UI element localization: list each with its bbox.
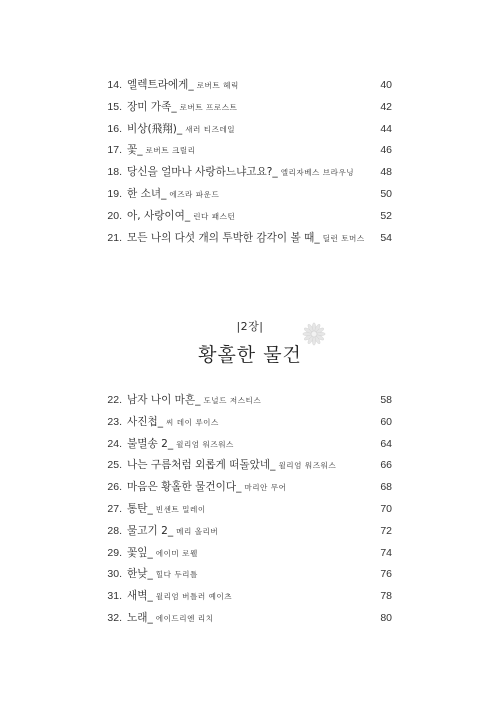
separator: _ (167, 524, 174, 537)
flower-ornament-icon (302, 322, 326, 346)
separator: _ (188, 79, 194, 91)
poet-name: 윌리엄 워즈워스 (176, 439, 234, 449)
poem-title: 마음은 황홀한 물건이다 (127, 481, 237, 494)
entry-number: 19. (107, 187, 122, 200)
poem-title: 장미 가족 (127, 100, 172, 113)
page-number: 40 (380, 79, 392, 91)
poet-name: 딜런 토머스 (322, 233, 365, 243)
page-number: 60 (380, 415, 392, 428)
entry-text (127, 97, 237, 119)
entry-number: 32. (107, 611, 122, 624)
page-number: 72 (380, 524, 392, 537)
poet-name: 에이미 로웰 (155, 548, 198, 558)
toc-entry (100, 543, 392, 565)
poet-name: 씨 데이 루이스 (166, 417, 219, 427)
poem-title: 한 소녀 (127, 187, 162, 200)
separator: _ (270, 459, 276, 472)
poet-name: 마리안 무어 (244, 483, 287, 493)
poet-name: 메리 올리버 (176, 526, 219, 536)
page-number: 78 (380, 590, 392, 603)
entry-text (127, 119, 235, 141)
page-number: 48 (380, 166, 392, 179)
toc-entry (100, 390, 392, 412)
separator: _ (137, 144, 143, 157)
entry-number: 21. (107, 231, 122, 244)
page-number: 42 (380, 100, 392, 113)
entry-text (127, 412, 219, 434)
entry-number: 29. (107, 546, 122, 559)
entry-text (127, 499, 206, 521)
poet-name: 새러 티즈데일 (185, 124, 236, 134)
separator: _ (147, 590, 153, 603)
entry-text (127, 75, 239, 97)
separator: _ (184, 209, 191, 222)
separator: _ (157, 415, 163, 428)
chapter-label: |2장| (236, 320, 264, 333)
entry-text (127, 140, 195, 162)
poem-title: 꽃잎 (127, 546, 148, 559)
separator: _ (161, 187, 167, 200)
poem-title: 사진첩 (127, 415, 158, 428)
entry-text (127, 586, 232, 608)
toc-entry (100, 119, 392, 141)
poet-name: 로버트 헤릭 (196, 81, 239, 90)
toc-entry (100, 140, 392, 162)
poem-title: 새벽 (127, 590, 148, 603)
separator: _ (236, 481, 242, 494)
entry-text (127, 228, 365, 250)
separator: _ (176, 122, 183, 135)
entry-text (127, 206, 235, 228)
poet-name: 빈센트 밀레이 (155, 504, 206, 514)
separator: _ (167, 437, 174, 450)
poem-title: 불멸송 2 (127, 437, 168, 450)
poem-title: 비상(飛翔) (127, 122, 177, 135)
poem-title: 엘렉트라에게 (127, 79, 189, 91)
toc-entry (100, 608, 392, 630)
poem-title: 꽃 (127, 144, 138, 157)
toc-entry (100, 206, 392, 228)
toc-entry (100, 162, 392, 184)
toc-entry (100, 412, 392, 434)
poem-title: 남자 나이 마흔 (127, 394, 196, 406)
entry-number: 18. (107, 166, 122, 179)
separator: _ (147, 546, 153, 559)
poet-name: 에이드리엔 리치 (155, 613, 214, 623)
toc-entry (100, 184, 392, 206)
toc-entry (100, 477, 392, 499)
entry-text (127, 543, 198, 565)
toc-entry (100, 499, 392, 521)
page-number: 54 (380, 231, 392, 244)
page-number: 44 (380, 122, 392, 135)
page-number: 80 (380, 611, 392, 624)
poem-title: 한낮 (127, 568, 148, 581)
toc-entry (100, 75, 392, 97)
entry-text (127, 455, 336, 477)
page-number: 58 (380, 394, 392, 406)
entry-text (127, 434, 234, 456)
chapter-title: 황홀한 물건 (198, 344, 302, 366)
poet-name: 로버트 크릴리 (145, 146, 196, 156)
entry-number: 14. (107, 79, 122, 91)
separator: _ (147, 568, 153, 581)
poem-title: 통탄 (127, 502, 148, 515)
toc-entry (100, 586, 392, 608)
separator: _ (147, 611, 153, 624)
entry-number: 22. (107, 394, 122, 406)
page-number: 68 (380, 481, 392, 494)
page-number: 50 (380, 187, 392, 200)
separator: _ (171, 100, 177, 113)
page-number: 74 (380, 546, 392, 559)
poem-title: 노래 (127, 611, 148, 624)
poem-title: 물고기 2 (127, 524, 168, 537)
entry-number: 17. (107, 144, 122, 157)
toc-entry (100, 228, 392, 250)
poet-name: 에즈라 파운드 (169, 189, 220, 199)
toc-entry (100, 434, 392, 456)
toc-section-1 (100, 75, 392, 249)
toc-entry (100, 564, 392, 586)
entry-number: 31. (107, 590, 122, 603)
entry-number: 28. (107, 524, 122, 537)
entry-text (127, 477, 286, 499)
poet-name: 도널드 저스티스 (203, 396, 262, 405)
entry-number: 15. (107, 100, 122, 113)
poet-name: 린다 패스턴 (193, 211, 236, 221)
entry-number: 25. (107, 459, 122, 472)
separator: _ (314, 231, 320, 244)
poet-name: 로버트 프로스트 (179, 102, 238, 112)
poet-name: 엘리자베스 브라우닝 (280, 168, 355, 178)
entry-number: 30. (107, 568, 122, 581)
entry-number: 20. (107, 209, 122, 222)
entry-number: 23. (107, 415, 122, 428)
page-number: 64 (380, 437, 392, 450)
toc-entry (100, 521, 392, 543)
poem-title: 나는 구름처럼 외롭게 떠돌았네 (127, 459, 271, 472)
poem-title: 아, 사랑이여 (127, 209, 185, 222)
entry-number: 26. (107, 481, 122, 494)
entry-text (127, 390, 261, 412)
poem-title: 당신을 얼마나 사랑하느냐고요? (127, 166, 273, 179)
toc-entry (100, 97, 392, 119)
entry-number: 27. (107, 502, 122, 515)
page-number: 46 (380, 144, 392, 157)
toc-section-2 (100, 390, 392, 630)
entry-text (127, 184, 219, 206)
entry-text (127, 564, 198, 586)
entry-number: 24. (107, 437, 122, 450)
poet-name: 윌리엄 버틀러 예이츠 (155, 592, 233, 602)
poet-name: 힐다 두리틀 (155, 570, 198, 580)
entry-text (127, 608, 214, 630)
poet-name: 윌리엄 워즈워스 (278, 461, 337, 471)
separator: _ (147, 502, 153, 515)
page-number: 66 (380, 459, 392, 472)
entry-text (127, 162, 354, 184)
page-number: 52 (380, 209, 392, 222)
separator: _ (272, 166, 278, 179)
page-number: 76 (380, 568, 392, 581)
entry-number: 16. (107, 122, 122, 135)
separator: _ (195, 394, 201, 406)
page-number: 70 (380, 502, 392, 515)
poem-title: 모든 나의 다섯 개의 투박한 감각이 볼 때 (127, 231, 315, 244)
toc-entry (100, 455, 392, 477)
entry-text (127, 521, 218, 543)
